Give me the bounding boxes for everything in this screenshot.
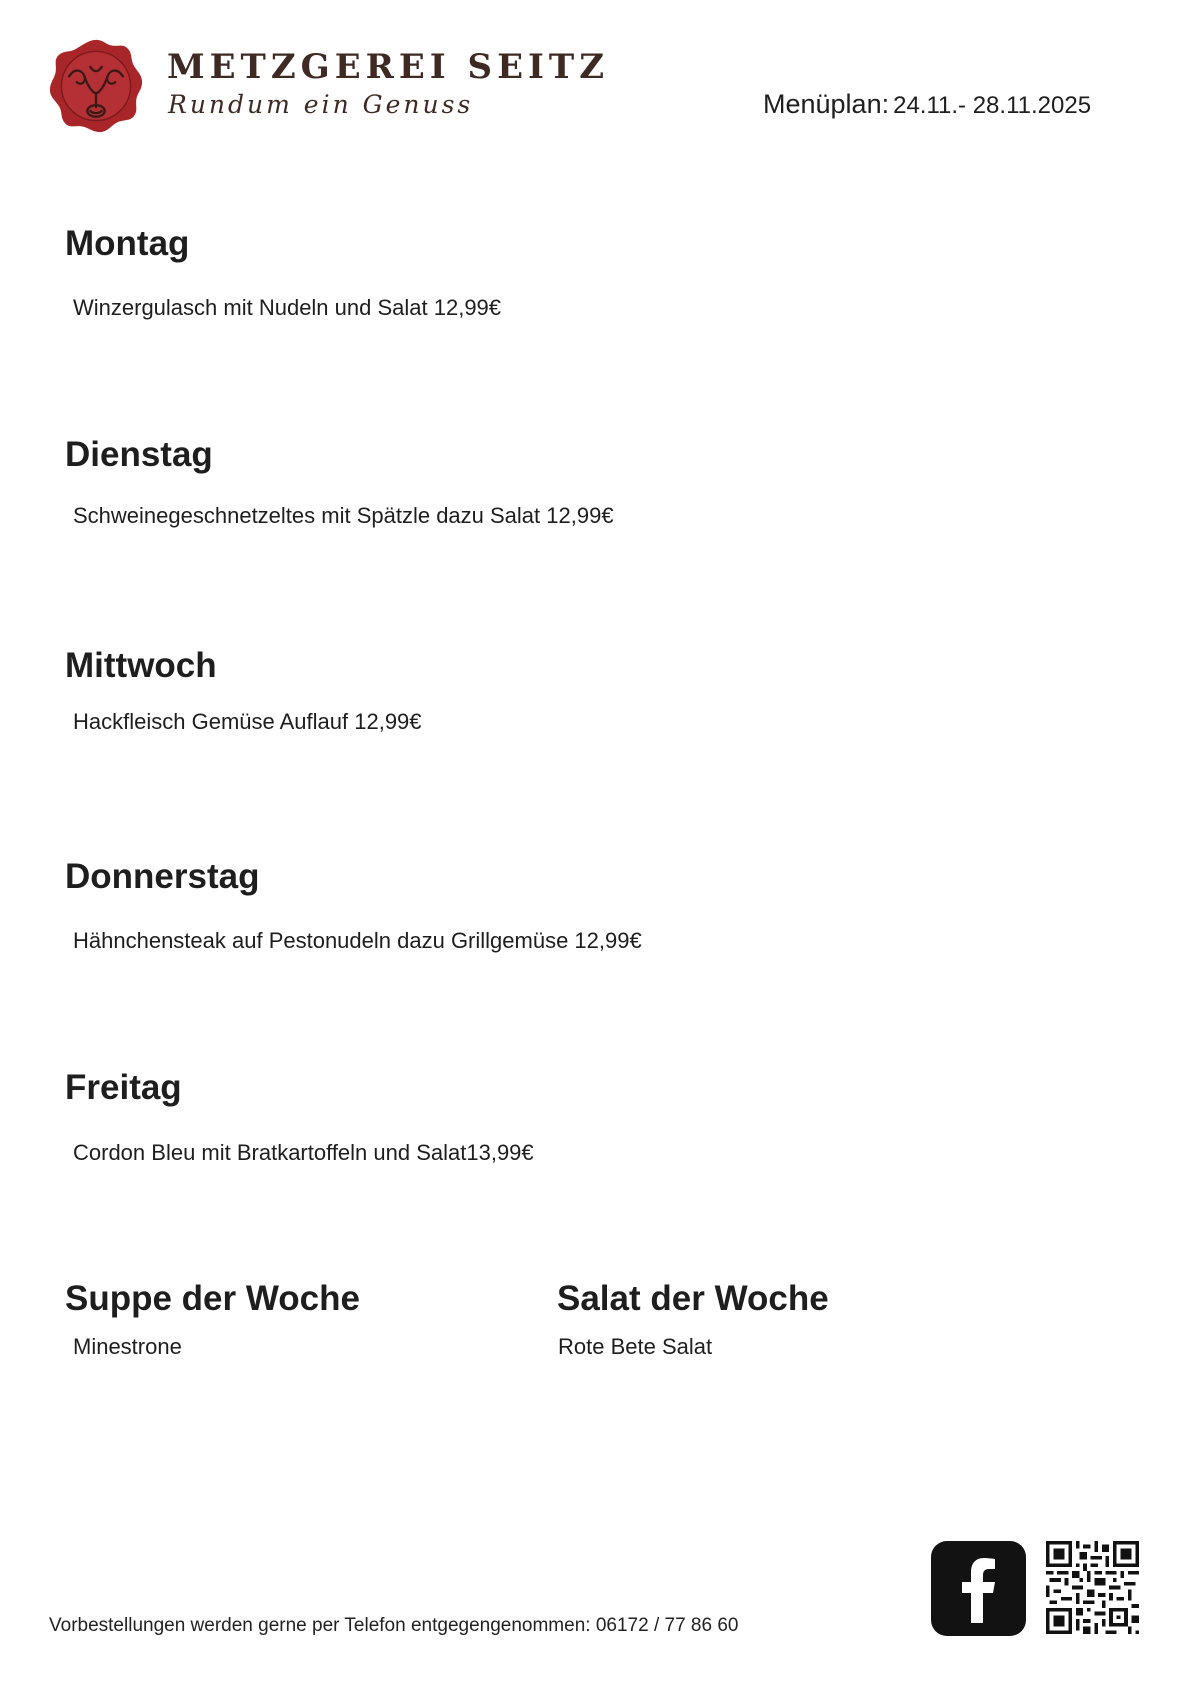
footer-note: Vorbestellungen werden gerne per Telefon entgegengenommen: 06172 / 77 86 60 xyxy=(49,1615,739,1636)
brand-name: METZGEREI SEITZ xyxy=(167,47,610,87)
dish-freitag: Cordon Bleu mit Bratkartoffeln und Salat13,99€ xyxy=(73,1140,534,1165)
soup-heading: Suppe der Woche xyxy=(65,1279,360,1318)
day-heading-dienstag: Dienstag xyxy=(65,435,213,474)
day-heading-mittwoch: Mittwoch xyxy=(65,646,217,685)
dish-dienstag: Schweinegeschnetzeltes mit Spätzle dazu Salat 12,99€ xyxy=(73,503,614,528)
menu-period xyxy=(763,91,1091,118)
dish-mittwoch: Hackfleisch Gemüse Auflauf 12,99€ xyxy=(73,709,422,734)
dish-donnerstag: Hähnchensteak auf Pestonudeln dazu Grillgemüse 12,99€ xyxy=(73,928,642,953)
salad-dish: Rote Bete Salat xyxy=(558,1334,713,1359)
facebook-f-glyph xyxy=(931,1541,1026,1636)
day-heading-montag: Montag xyxy=(65,224,190,263)
qr-code-icon[interactable] xyxy=(1046,1541,1139,1634)
soup-dish: Minestrone xyxy=(73,1334,182,1359)
facebook-icon[interactable] xyxy=(931,1541,1026,1636)
salad-heading: Salat der Woche xyxy=(557,1279,829,1318)
day-heading-donnerstag: Donnerstag xyxy=(65,857,260,896)
dish-montag: Winzergulasch mit Nudeln und Salat 12,99€ xyxy=(73,295,502,320)
wax-seal-logo-icon xyxy=(48,38,144,134)
menu-dates: 24.11.- 28.11.2025 xyxy=(893,92,1092,119)
menu-label: Menüplan: xyxy=(763,89,890,119)
brand-tagline: Rundum ein Genuss xyxy=(168,90,474,119)
day-heading-freitag: Freitag xyxy=(65,1068,182,1107)
